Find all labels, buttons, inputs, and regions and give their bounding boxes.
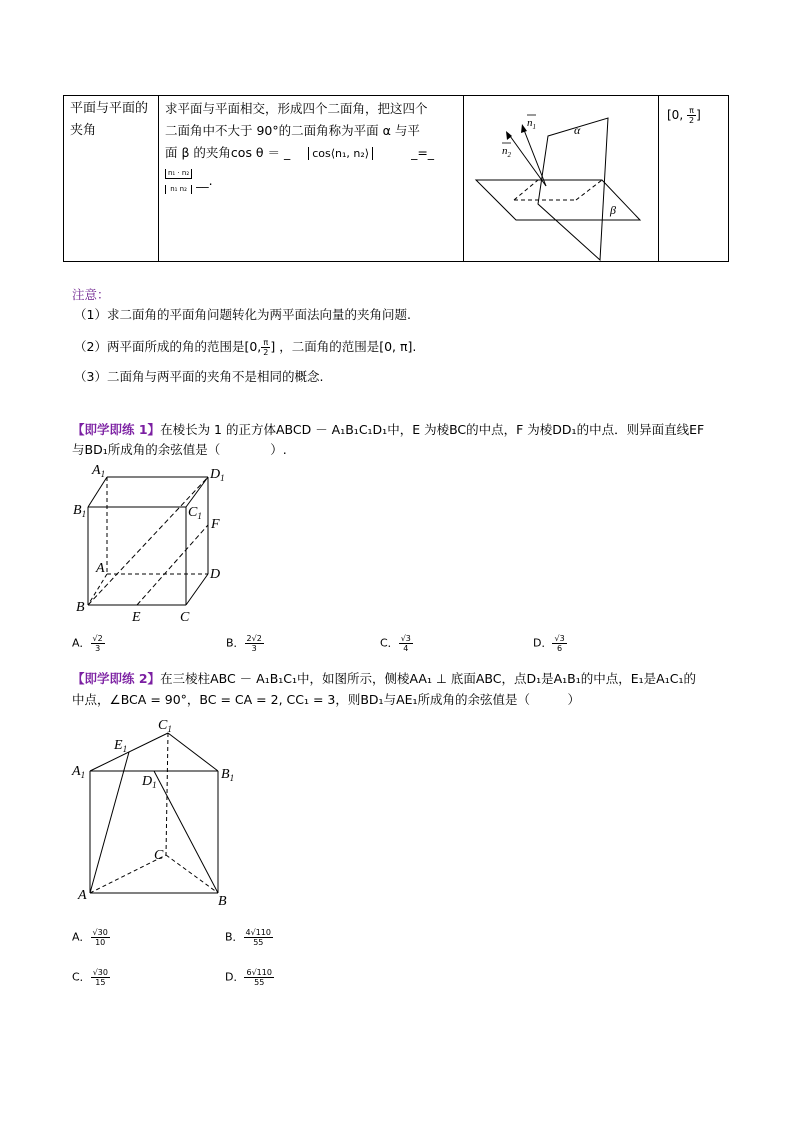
cos-fraction-denominator: n₁ n₂: [165, 185, 192, 194]
definition-line-3: 面 β 的夹角cos θ ＝ _: [165, 145, 291, 160]
option-label: C．: [72, 970, 91, 984]
cube-figure: [70, 460, 240, 630]
option-fraction: [91, 968, 110, 987]
table-cell-range: [659, 96, 729, 261]
exercise-2-option-a[interactable]: [72, 928, 110, 947]
edge-C1B1: [168, 733, 218, 771]
segment-BD1: [154, 771, 218, 893]
option-fraction: [91, 928, 110, 947]
option-numerator: √3: [400, 634, 411, 643]
exercise-1-option-c[interactable]: [380, 634, 413, 653]
exercise-2-line-2: 中点，∠BCA = 90°，BC = CA = 2, CC₁ = 3，则BD₁与AE₁所成角的余弦值是（ ）: [72, 692, 581, 707]
range-left: [0,: [667, 108, 684, 122]
label-n2: $n_2$: [502, 145, 511, 159]
label-A: A: [78, 888, 87, 903]
normal-n1-line: [524, 130, 546, 186]
definition-table: [63, 95, 729, 262]
label-D1: $D_1$: [210, 467, 225, 483]
label-F: F: [211, 517, 220, 532]
exercise-1-option-d[interactable]: [533, 634, 567, 653]
note-1: （1）求二面角的平面角问题转化为两平面法向量的夹角问题.: [74, 307, 411, 322]
label-C1: $C_1$: [188, 505, 202, 521]
option-label: A．: [72, 930, 91, 944]
definition-line-1: 求平面与平面相交，形成四个二面角，把这四个: [165, 101, 428, 116]
table-cell-figure: [464, 96, 659, 261]
table-cell-definition: [159, 96, 464, 261]
label-alpha: α: [574, 123, 581, 137]
option-denominator: 6: [557, 644, 563, 653]
exercise-2-line-1: [72, 670, 696, 688]
segment-AE1: [90, 752, 129, 893]
cos-abs-expression: cos⟨n₁, n₂⟩: [308, 147, 373, 160]
option-denominator: 3: [251, 644, 257, 653]
option-label: D．: [225, 970, 245, 984]
label-A1: $A_1$: [92, 463, 106, 479]
label-A1: $A_1$: [72, 764, 86, 780]
edge-CD: [186, 574, 208, 605]
option-denominator: 15: [95, 978, 106, 987]
term-text: 平面与平面的夹角: [70, 101, 149, 138]
range-numerator: π: [687, 106, 696, 116]
option-denominator: 55: [253, 938, 264, 947]
option-denominator: 55: [254, 978, 265, 987]
notes-title: 注意：: [72, 287, 110, 302]
label-beta: β: [610, 203, 616, 217]
note-2-part-a: （2）两平面所成的角的范围是[0,: [74, 339, 262, 354]
segment-EF: [137, 525, 208, 605]
option-numerator: 6√110: [246, 968, 272, 977]
option-denominator: 3: [95, 644, 101, 653]
label-B: B: [218, 894, 227, 909]
hidden-edge-3: [576, 180, 602, 200]
option-denominator: 4: [403, 644, 409, 653]
definition-line-2: 二面角中不大于 90°的二面角称为平面 α 与平: [165, 123, 420, 138]
option-label: C．: [380, 636, 399, 650]
normal-n2-arrowhead: [506, 131, 512, 140]
segment-BD1: [88, 477, 208, 605]
exercise-1-line-2: 与BD₁所成角的余弦值是（ ）.: [72, 442, 287, 457]
option-fraction: [245, 634, 264, 653]
note-2-denominator: 2: [263, 348, 269, 357]
option-numerator: √30: [92, 968, 108, 977]
edge-A1B1: [88, 477, 107, 507]
note-2-numerator: π: [261, 338, 270, 348]
exercise-2-tag: 【即学即练 2】: [72, 671, 161, 686]
exercise-2-options: [72, 928, 372, 998]
option-fraction: [244, 928, 273, 947]
exercise-1-option-b[interactable]: [226, 634, 264, 653]
range-right: ]: [696, 108, 701, 122]
option-label: B．: [225, 930, 244, 944]
prism-figure: [70, 715, 250, 915]
label-C1: $C_1$: [158, 718, 172, 734]
equals-blank: _=_: [411, 145, 435, 160]
exercise-1-tag: 【即学即练 1】: [72, 422, 161, 437]
option-fraction: [399, 634, 413, 653]
exercise-2-option-b[interactable]: [225, 928, 273, 947]
label-C: C: [154, 848, 164, 863]
exercise-2-option-d[interactable]: [225, 968, 274, 987]
option-numerator: √2: [92, 634, 103, 643]
label-D1: $D_1$: [142, 774, 157, 790]
option-label: B．: [226, 636, 245, 650]
range-fraction: [687, 106, 696, 125]
cos-fraction: [165, 169, 192, 194]
cos-fraction-numerator: n₁ · n₂: [165, 169, 192, 179]
exercise-2-text-1: 在三棱柱ABC － A₁B₁C₁中，如图所示，侧棱AA₁ ⊥ 底面ABC，点D₁是A₁B₁的中点，E₁是A₁C₁的: [160, 671, 696, 686]
note-2: [74, 338, 416, 357]
label-B1: $B_1$: [73, 503, 87, 519]
option-numerator: √3: [554, 634, 565, 643]
note-3: （3）二面角与两平面的夹角不是相同的概念.: [74, 369, 324, 384]
option-fraction: [91, 634, 105, 653]
label-E1: $E_1$: [114, 738, 128, 754]
edge-AB-hidden: [88, 574, 107, 605]
label-A: A: [96, 561, 105, 576]
label-n1: $n_1$: [527, 117, 536, 131]
definition-tail: __.: [196, 173, 213, 188]
label-B: B: [76, 600, 85, 615]
range-denominator: 2: [688, 116, 695, 125]
option-denominator: 10: [95, 938, 106, 947]
planes-figure: [464, 96, 658, 261]
edge-D1C1: [186, 477, 208, 507]
option-numerator: 4√110: [245, 928, 272, 937]
exercise-1-text-1: 在棱长为 1 的正方体ABCD － A₁B₁C₁D₁中，E 为棱BC的中点，F 为棱DD₁的中点．则异面直线EF: [160, 422, 705, 437]
option-fraction: [552, 634, 566, 653]
option-fraction: [244, 968, 273, 987]
label-B1: $B_1$: [221, 767, 235, 783]
note-2-part-b: ] ，二面角的范围是[0, π].: [270, 339, 417, 354]
label-D: D: [210, 567, 221, 582]
normal-n2-line: [510, 136, 546, 186]
note-2-fraction: [261, 338, 270, 357]
option-label: A．: [72, 636, 91, 650]
edge-CB-hidden: [166, 855, 218, 893]
exercise-2-option-c[interactable]: [72, 968, 110, 987]
option-label: D．: [533, 636, 553, 650]
option-numerator: √30: [92, 928, 108, 937]
label-C: C: [180, 610, 190, 625]
exercise-1-option-a[interactable]: [72, 634, 105, 653]
exercise-1-options: [72, 634, 672, 664]
exercise-1-line-1: [72, 421, 704, 439]
plane-alpha: [538, 118, 608, 260]
option-numerator: 2√2: [246, 634, 262, 643]
label-E: E: [132, 610, 141, 625]
table-cell-term: [64, 96, 159, 261]
hidden-edge-2: [514, 180, 538, 200]
